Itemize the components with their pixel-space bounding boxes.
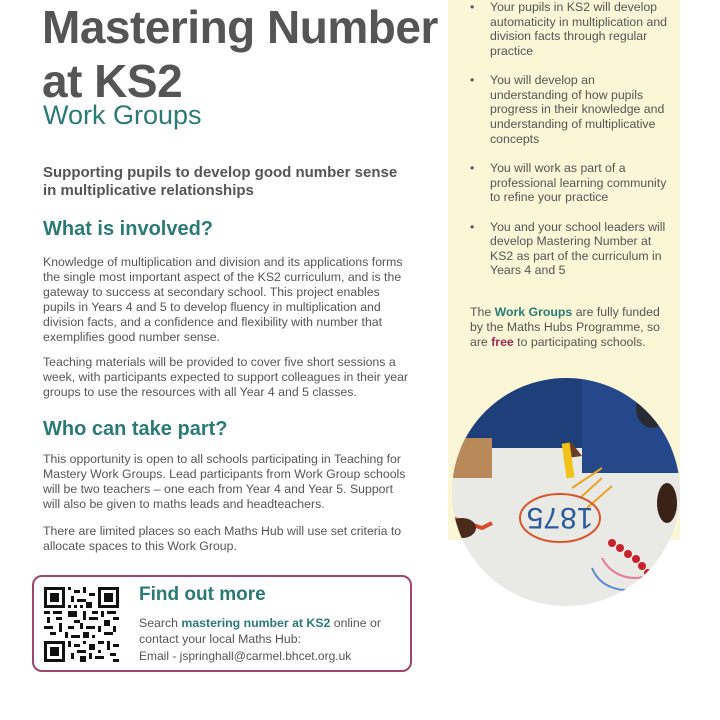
search-prefix: Search (139, 616, 182, 630)
subtitle: Work Groups (43, 100, 202, 130)
find-out-more-box (32, 575, 412, 672)
list-item: • Your pupils in KS2 will develop automaticity in multiplication and division facts through regular practice (470, 0, 670, 58)
search-term: mastering number at KS2 (181, 616, 331, 630)
funding-suffix: to participating schools. (513, 334, 646, 349)
title-line-2: at KS2 (42, 55, 183, 107)
photo-illustration (452, 378, 680, 606)
list-item: • You and your school leaders will develop Mastering Number at KS2 as part of the curriculum in Years 4 and 5 (470, 220, 670, 278)
find-out-more-heading: Find out more (139, 584, 266, 605)
funding-free: free (491, 334, 514, 349)
who-paragraph-1: This opportunity is open to all schools participating in Teaching for Mastery Work Groups. Lead participants from Work Group schools will be two teachers – one each from Year 4 and Year 5. Support will also be given to maths leads and headteachers. (43, 452, 406, 511)
funding-middle: are fully funded by the Maths Hubs Programme, so are (470, 305, 660, 349)
funding-note (470, 305, 675, 349)
who-paragraph-2: There are limited places so each Maths Hub will use set criteria to allocate spaces to this Work Group. (43, 524, 402, 553)
intro-text: Supporting pupils to develop good number sense in multiplicative relationships (43, 164, 398, 199)
contact-email[interactable]: Email - jspringhall@carmel.bhcet.org.uk (139, 649, 352, 663)
page-title (42, 0, 438, 108)
funding-work-groups: Work Groups (494, 305, 573, 319)
funding-prefix: The (470, 305, 495, 319)
search-suffix: online or contact your local Maths Hub: (139, 616, 381, 646)
list-item: • You will work as part of a professional learning community to refine your practice (470, 161, 670, 205)
classroom-photo (452, 378, 680, 606)
qr-code-icon[interactable] (44, 587, 119, 662)
find-out-more-text (139, 616, 399, 647)
benefits-list (470, 0, 670, 293)
involved-paragraph-1: Knowledge of multiplication and division and its applications forms the single most important aspect of the KS2 curriculum, and is the gateway to success at secondary school. This project enables pupils in Years 4 and 5 to develop fluency in multiplication and division facts, and a confidence and flexibility with number that exemplifies good number sense. (43, 255, 403, 344)
list-item: • You will develop an understanding of how pupils progress in their knowledge and understanding of multiplicative concepts (470, 73, 670, 146)
heading-what-is-involved: What is involved? (43, 218, 214, 240)
title-line-1: Mastering Number (42, 1, 438, 53)
photo-number-text: 1875 (526, 501, 594, 534)
heading-who-can-take-part: Who can take part? (43, 418, 228, 440)
involved-paragraph-2: Teaching materials will be provided to cover five short sessions a week, with participants expected to support colleagues in their year groups to use the resources with all Year 4 and 5 classes. (43, 355, 409, 399)
